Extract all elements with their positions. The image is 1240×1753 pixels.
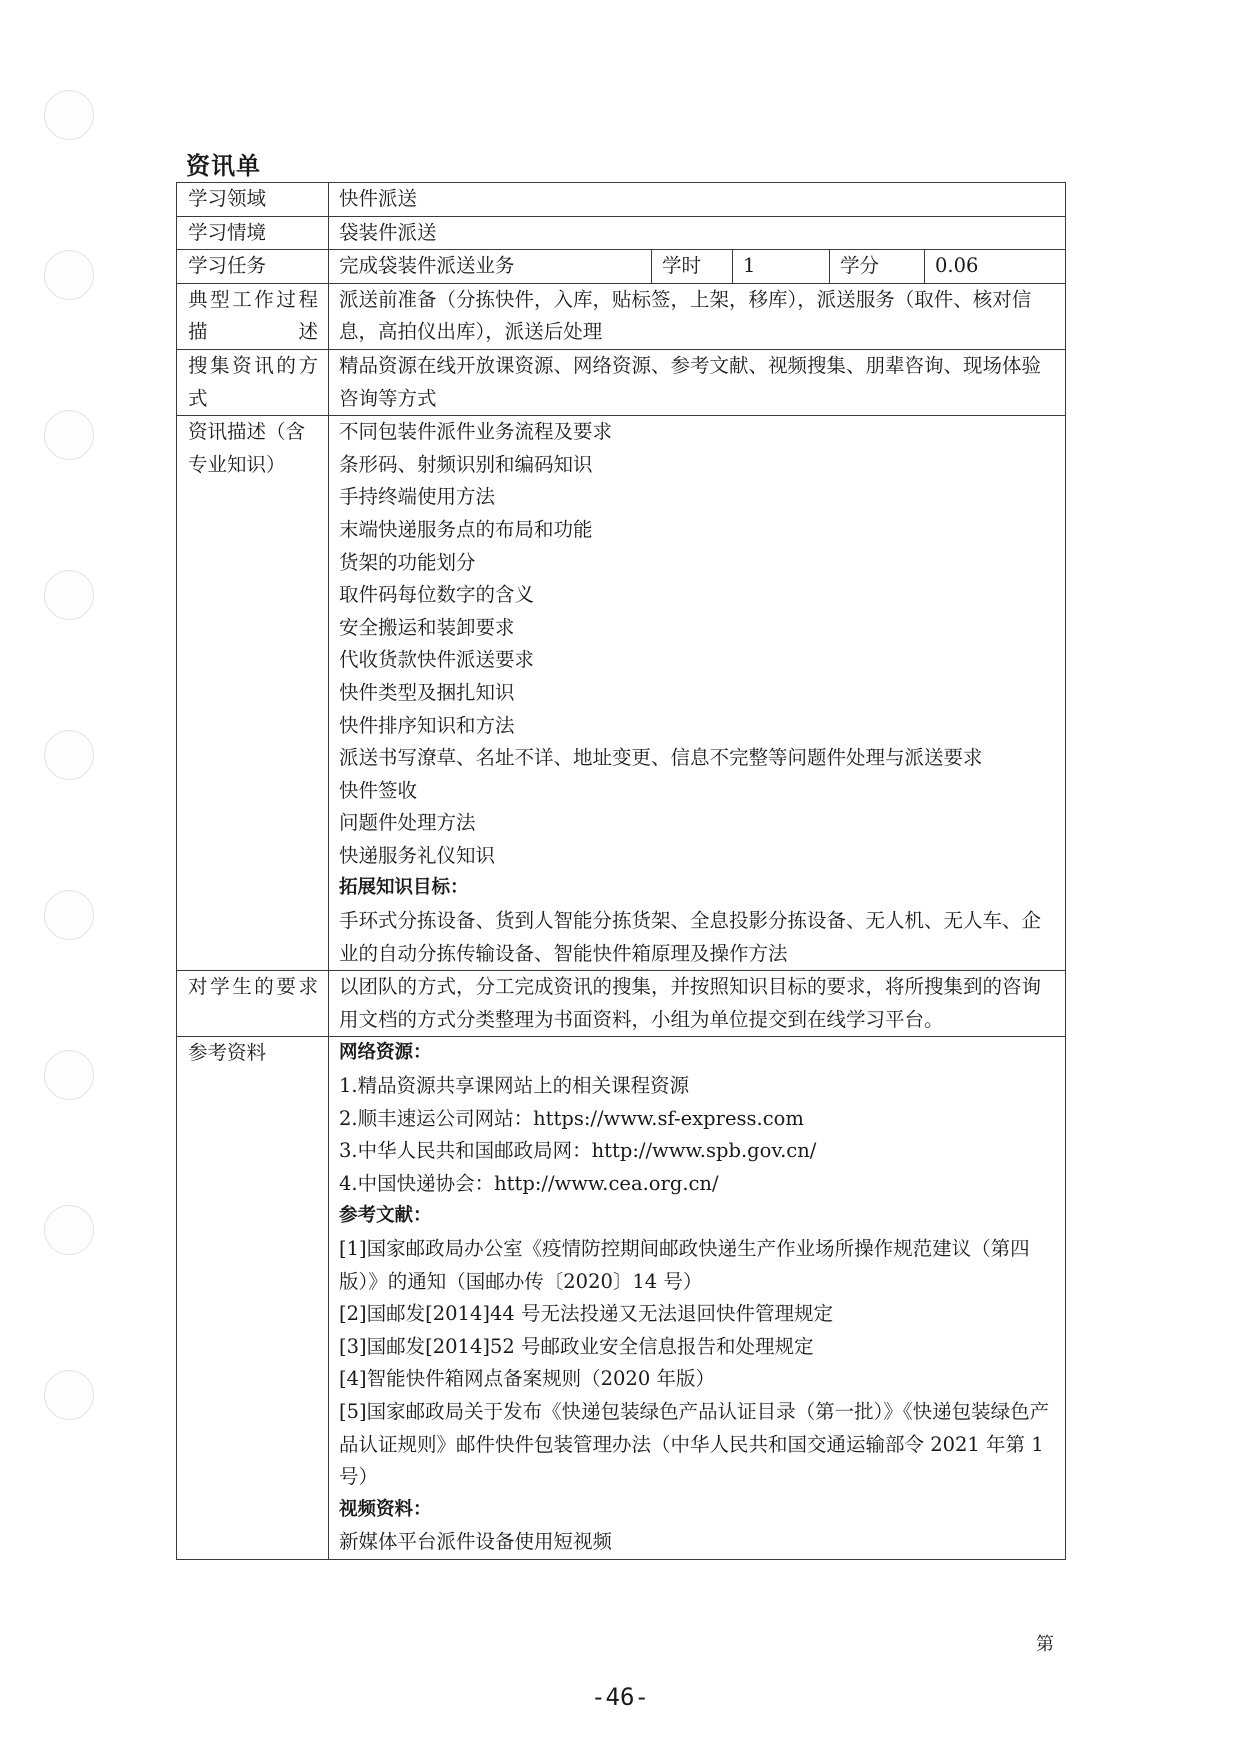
credit-label: 学分 (830, 250, 925, 284)
process-label: 典型工作过程描述 (177, 283, 329, 349)
method-label: 搜集资讯的方式 (177, 349, 329, 415)
references-label: 参考资料 (177, 1037, 329, 1560)
row-field (177, 183, 1066, 217)
extend-text: 手环式分拣设备、货到人智能分拣货架、全息投影分拣设备、无人机、无人车、企业的自动分拣传输设备、智能快件箱原理及操作方法 (339, 909, 1042, 965)
binder-hole-7 (44, 1050, 94, 1100)
description-label: 资讯描述（含专业知识） (177, 416, 329, 971)
document-title: 资讯单 (186, 152, 261, 180)
description-content (329, 416, 1066, 971)
row-description (177, 416, 1066, 971)
requirement-value: 以团队的方式，分工完成资讯的搜集，并按照知识目标的要求，将所搜集到的咨询用文档的方式分类整理为书面资料，小组为单位提交到在线学习平台。 (329, 971, 1066, 1037)
task-label: 学习任务 (177, 250, 329, 284)
net-item: 4.中国快递协会：http://www.cea.org.cn/ (339, 1171, 719, 1195)
field-value: 快件派送 (329, 183, 1066, 217)
lit-heading: 参考文献： (339, 1205, 432, 1227)
net-item: 2.顺丰速运公司网站：https://www.sf-express.com (339, 1106, 804, 1130)
video-heading: 视频资料： (339, 1498, 432, 1520)
references-content (329, 1037, 1066, 1560)
binder-hole-5 (44, 730, 94, 780)
row-process (177, 283, 1066, 349)
process-value: 派送前准备（分拣快件，入库，贴标签，上架，移库），派送服务（取件、核对信息，高拍仪出库），派送后处理 (329, 283, 1066, 349)
page-number: -46- (591, 1683, 649, 1711)
row-task (177, 250, 1066, 284)
knowledge-item: 货架的功能划分 (339, 550, 476, 574)
extend-heading: 拓展知识目标： (339, 877, 469, 899)
lit-item: [4]智能快件箱网点备案规则（2020 年版） (339, 1367, 715, 1391)
video-item: 新媒体平台派件设备使用短视频 (339, 1530, 613, 1554)
knowledge-item: 取件码每位数字的含义 (339, 583, 535, 607)
row-situation (177, 216, 1066, 250)
binder-hole-2 (44, 250, 94, 300)
binder-hole-3 (44, 410, 94, 460)
knowledge-item: 快件类型及捆扎知识 (339, 680, 515, 704)
net-heading: 网络资源： (339, 1042, 432, 1064)
situation-value: 袋装件派送 (329, 216, 1066, 250)
binder-hole-8 (44, 1205, 94, 1255)
knowledge-item: 派送书写潦草、名址不详、地址变更、信息不完整等问题件处理与派送要求 (339, 746, 983, 770)
credit-value: 0.06 (925, 250, 1066, 284)
row-method (177, 349, 1066, 415)
knowledge-item: 快件签收 (339, 778, 418, 802)
knowledge-item: 末端快递服务点的布局和功能 (339, 517, 593, 541)
row-requirement (177, 971, 1066, 1037)
lit-item: [1]国家邮政局办公室《疫情防控期间邮政快递生产作业场所操作规范建议（第四版）》的通知（国邮办传〔2020〕14 号） (339, 1237, 1030, 1293)
knowledge-item: 条形码、射频识别和编码知识 (339, 452, 593, 476)
field-label: 学习领域 (177, 183, 329, 217)
binder-hole-6 (44, 890, 94, 940)
knowledge-item: 不同包装件派件业务流程及要求 (339, 420, 613, 444)
hours-value: 1 (733, 250, 830, 284)
method-value: 精品资源在线开放课资源、网络资源、参考文献、视频搜集、朋辈咨询、现场体验咨询等方式 (329, 349, 1066, 415)
row-references (177, 1037, 1066, 1560)
lit-item: [2]国邮发[2014]44 号无法投递又无法退回快件管理规定 (339, 1302, 833, 1326)
lit-item: [3]国邮发[2014]52 号邮政业安全信息报告和处理规定 (339, 1334, 814, 1358)
knowledge-item: 快件排序知识和方法 (339, 713, 515, 737)
footer-page-prefix: 第 (1036, 1634, 1054, 1655)
hours-label: 学时 (652, 250, 733, 284)
knowledge-item: 手持终端使用方法 (339, 485, 496, 509)
knowledge-item: 代收货款快件派送要求 (339, 648, 535, 672)
binder-hole-1 (44, 90, 94, 140)
knowledge-item: 安全搬运和装卸要求 (339, 615, 515, 639)
knowledge-item: 快递服务礼仪知识 (339, 843, 496, 867)
binder-hole-9 (44, 1370, 94, 1420)
knowledge-item: 问题件处理方法 (339, 811, 476, 835)
info-table (176, 182, 1066, 1560)
lit-item: [5]国家邮政局关于发布《快递包装绿色产品认证目录（第一批）》《快递包装绿色产品认证规则》邮件快件包装管理办法（中华人民共和国交通运输部令 2021 年第 1 号） (339, 1399, 1050, 1489)
task-value: 完成袋装件派送业务 (329, 250, 652, 284)
requirement-label: 对学生的要求 (177, 971, 329, 1037)
situation-label: 学习情境 (177, 216, 329, 250)
binder-hole-4 (44, 570, 94, 620)
net-item: 3.中华人民共和国邮政局网：http://www.spb.gov.cn/ (339, 1139, 817, 1163)
net-item: 1.精品资源共享课网站上的相关课程资源 (339, 1074, 690, 1098)
